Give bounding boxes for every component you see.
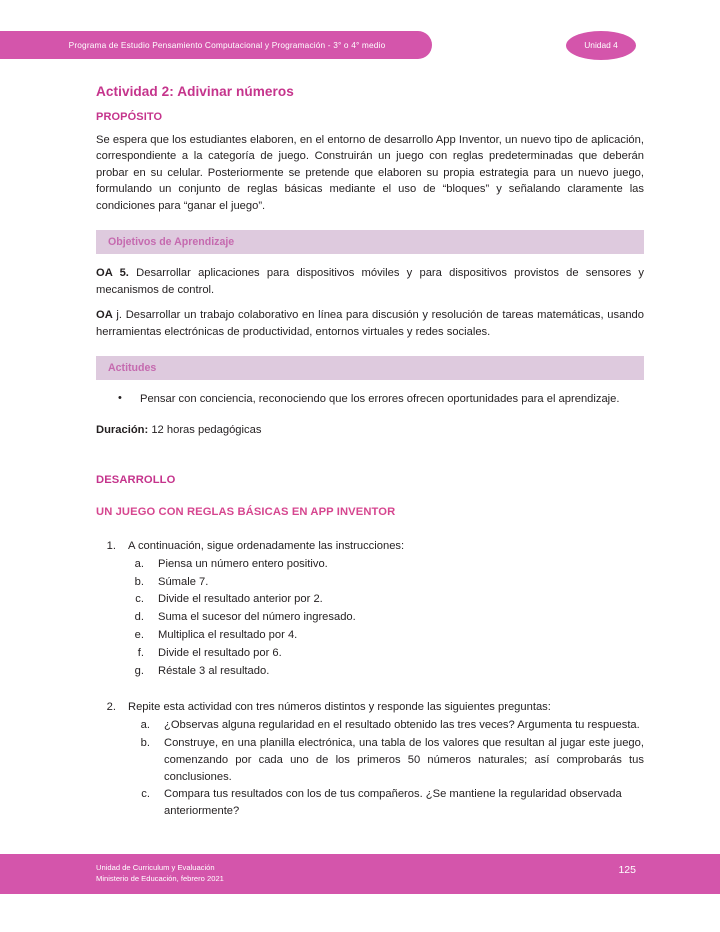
footer-text (96, 863, 224, 885)
steps-list-1 (96, 538, 644, 679)
substep-text: ¿Observas alguna regularidad en el resultado obtenido las tres veces? Argumenta tu respuesta. (164, 719, 640, 732)
substep-text: Suma el sucesor del número ingresado. (158, 611, 356, 624)
attitude-list-item: • Pensar con conciencia, reconociendo que los errores ofrecen oportunidades para el aprendizaje. (118, 391, 644, 407)
objective-code: OA 5. (96, 267, 129, 280)
development-subheading: UN JUEGO CON REGLAS BÁSICAS EN APP INVENTOR (96, 505, 396, 518)
objective-code-suffix: j. (112, 309, 123, 322)
substep-text: Súmale 7. (158, 575, 209, 588)
purpose-paragraph: Se espera que los estudiantes elaboren, en el entorno de desarrollo App Inventor, un nuevo tipo de aplicación, correspondiente a la categoría de juego. Construirán un juego con reglas predeterminadas que deberán probar en su celular. Posteriormente se pretende que elaboren su propia estrategia para un nuevo juego, formulando un conjunto de reglas básicas mediante el uso de “bloques” y señalando claramente las condiciones para “ganar el juego”. (96, 134, 644, 212)
substep-item (128, 609, 644, 626)
substep-number: f. (137, 646, 144, 659)
page-footer (0, 854, 720, 894)
substeps-list (128, 717, 644, 820)
substep-item (128, 574, 644, 591)
attitudes-band-label: Actitudes (108, 361, 157, 374)
activity-title: Actividad 2: Adivinar números (96, 84, 294, 99)
substep-number: d. (134, 611, 144, 624)
step-text: Repite esta actividad con tres números distintos y responde las siguientes preguntas: (128, 701, 551, 714)
footer-line-1: Unidad de Curriculum y Evaluación (96, 863, 215, 872)
substep-text: Construye, en una planilla electrónica, una tabla de los valores que resultan al jugar este juego, comenzando por cada uno de los primeros 50 números naturales; así comprobarás tus conclusiones. (164, 736, 644, 783)
objectives-band-label: Objetivos de Aprendizaje (108, 235, 235, 248)
substep-text: Piensa un número entero positivo. (158, 557, 328, 570)
substeps-list (128, 556, 644, 680)
substep-item (128, 556, 644, 573)
attitudes-list (96, 391, 644, 407)
development-heading: DESARROLLO (96, 473, 176, 486)
header-banner-text: Programa de Estudio Pensamiento Computacional y Programación - 3° o 4° medio (68, 39, 386, 50)
substep-text: Réstale 3 al resultado. (158, 664, 270, 677)
substep-number: b. (134, 575, 144, 588)
substep-text: Divide el resultado por 6. (158, 646, 282, 659)
substep-number: c. (141, 788, 150, 801)
objectives-band (96, 230, 644, 254)
substep-text: Multiplica el resultado por 4. (158, 628, 298, 641)
substep-item (128, 663, 644, 680)
purpose-heading: PROPÓSITO (96, 111, 163, 123)
unit-badge (566, 31, 636, 60)
substep-text: Divide el resultado anterior por 2. (158, 593, 323, 606)
objective-text: Desarrollar aplicaciones para dispositivos móviles y para dispositivos provistos de sensores y mecanismos de control. (96, 267, 645, 296)
substep-number: g. (134, 664, 144, 677)
substep-item (128, 645, 644, 662)
step-number: 2. (106, 701, 116, 714)
page-number: 125 (618, 864, 636, 876)
substep-number: c. (135, 593, 144, 606)
objective-item (96, 265, 644, 298)
substep-number: e. (134, 628, 144, 641)
header-banner (0, 31, 432, 59)
substep-number: b. (140, 736, 150, 749)
objective-text: Desarrollar un trabajo colaborativo en línea para discusión y resolución de tareas matemáticas, usando herramientas electrónicas de productividad, entornos virtuales y redes sociales. (96, 309, 644, 338)
substep-item (128, 591, 644, 608)
unit-badge-label: Unidad 4 (584, 40, 618, 51)
step-text: A continuación, sigue ordenadamente las instrucciones: (128, 539, 405, 552)
substep-item (128, 786, 644, 820)
duration-label: Duración: (96, 423, 149, 436)
footer-line-2: Ministerio de Educación, febrero 2021 (96, 873, 224, 883)
document-content (96, 84, 644, 822)
attitudes-band (96, 356, 644, 380)
substep-number: a. (140, 719, 150, 732)
page-header (0, 31, 720, 59)
objective-item (96, 307, 644, 340)
objective-code: OA (96, 309, 113, 322)
duration-line (96, 422, 644, 438)
duration-value: 12 horas pedagógicas (148, 423, 262, 436)
substep-item (128, 627, 644, 644)
substep-number: a. (134, 557, 144, 570)
step-item (96, 538, 644, 679)
step-item (96, 699, 644, 820)
substep-item (128, 717, 644, 734)
substep-text: Compara tus resultados con los de tus compañeros. ¿Se mantiene la regularidad observada anteriormente? (164, 788, 622, 818)
substep-item (128, 735, 644, 785)
steps-list-2 (96, 699, 644, 820)
step-number: 1. (106, 539, 116, 552)
